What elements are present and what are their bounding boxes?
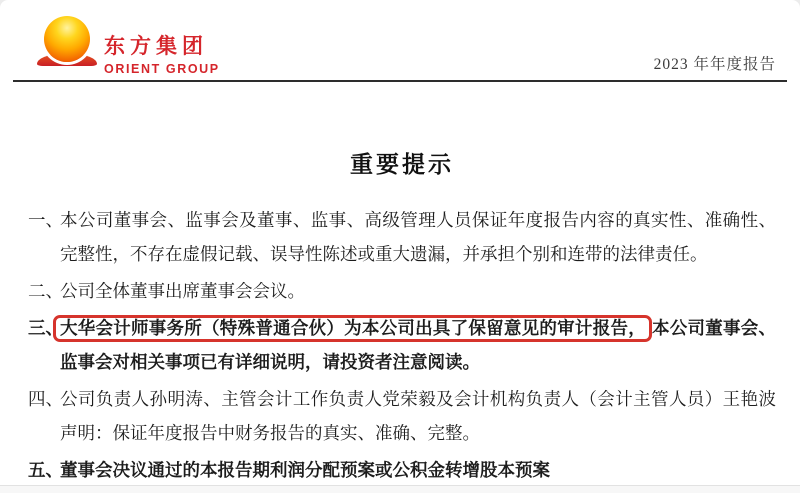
item-text: 董事会决议通过的本报告期利润分配预案或公积金转增股本预案 [60,460,550,480]
notice-item-3 [28,311,776,379]
header-divider [13,80,787,82]
item-number: 二、 [28,281,63,301]
notice-item-2 [28,274,776,308]
company-logo [104,30,220,76]
notice-body [0,146,800,487]
item-text: 公司负责人孙明涛、主管会计工作负责人党荣毅及会计机构负责人（会计主管人员）王艳波声明：保证年度报告中财务报告的真实、准确、完整。 [60,389,776,443]
sun-circle-icon [44,16,90,62]
item-text-rest: 本公司董事会、监事会对相关事项已有详细说明，请投资者注意阅读。 [60,318,777,372]
item-text: 本公司董事会、监事会及董事、监事、高级管理人员保证年度报告内容的真实性、准确性、完整性，不存在虚假记载、误导性陈述或重大遗漏，并承担个别和连带的法律责任。 [60,210,776,264]
page-title: 重要提示 [350,151,454,177]
item-number: 五、 [28,460,63,480]
notice-item-1 [28,203,776,271]
company-name-cn: 东方集团 [104,35,208,58]
item-number: 一、 [28,210,63,230]
page-bottom-edge [0,485,800,493]
notice-item-5 [28,453,776,487]
item-text: 公司全体董事出席董事会会议。 [60,281,305,301]
notice-item-4 [28,382,776,450]
red-highlight-box: 大华会计师事务所（特殊普通合伙）为本公司出具了保留意见的审计报告， [53,315,652,342]
company-name-en: ORIENT GROUP [104,62,220,76]
sun-logo-icon [36,16,98,66]
item-number: 三、 [28,318,63,338]
report-header [0,0,800,80]
item-number: 四、 [28,389,63,409]
report-year-label: 2023 年年度报告 [653,56,776,73]
item-text [60,311,776,379]
